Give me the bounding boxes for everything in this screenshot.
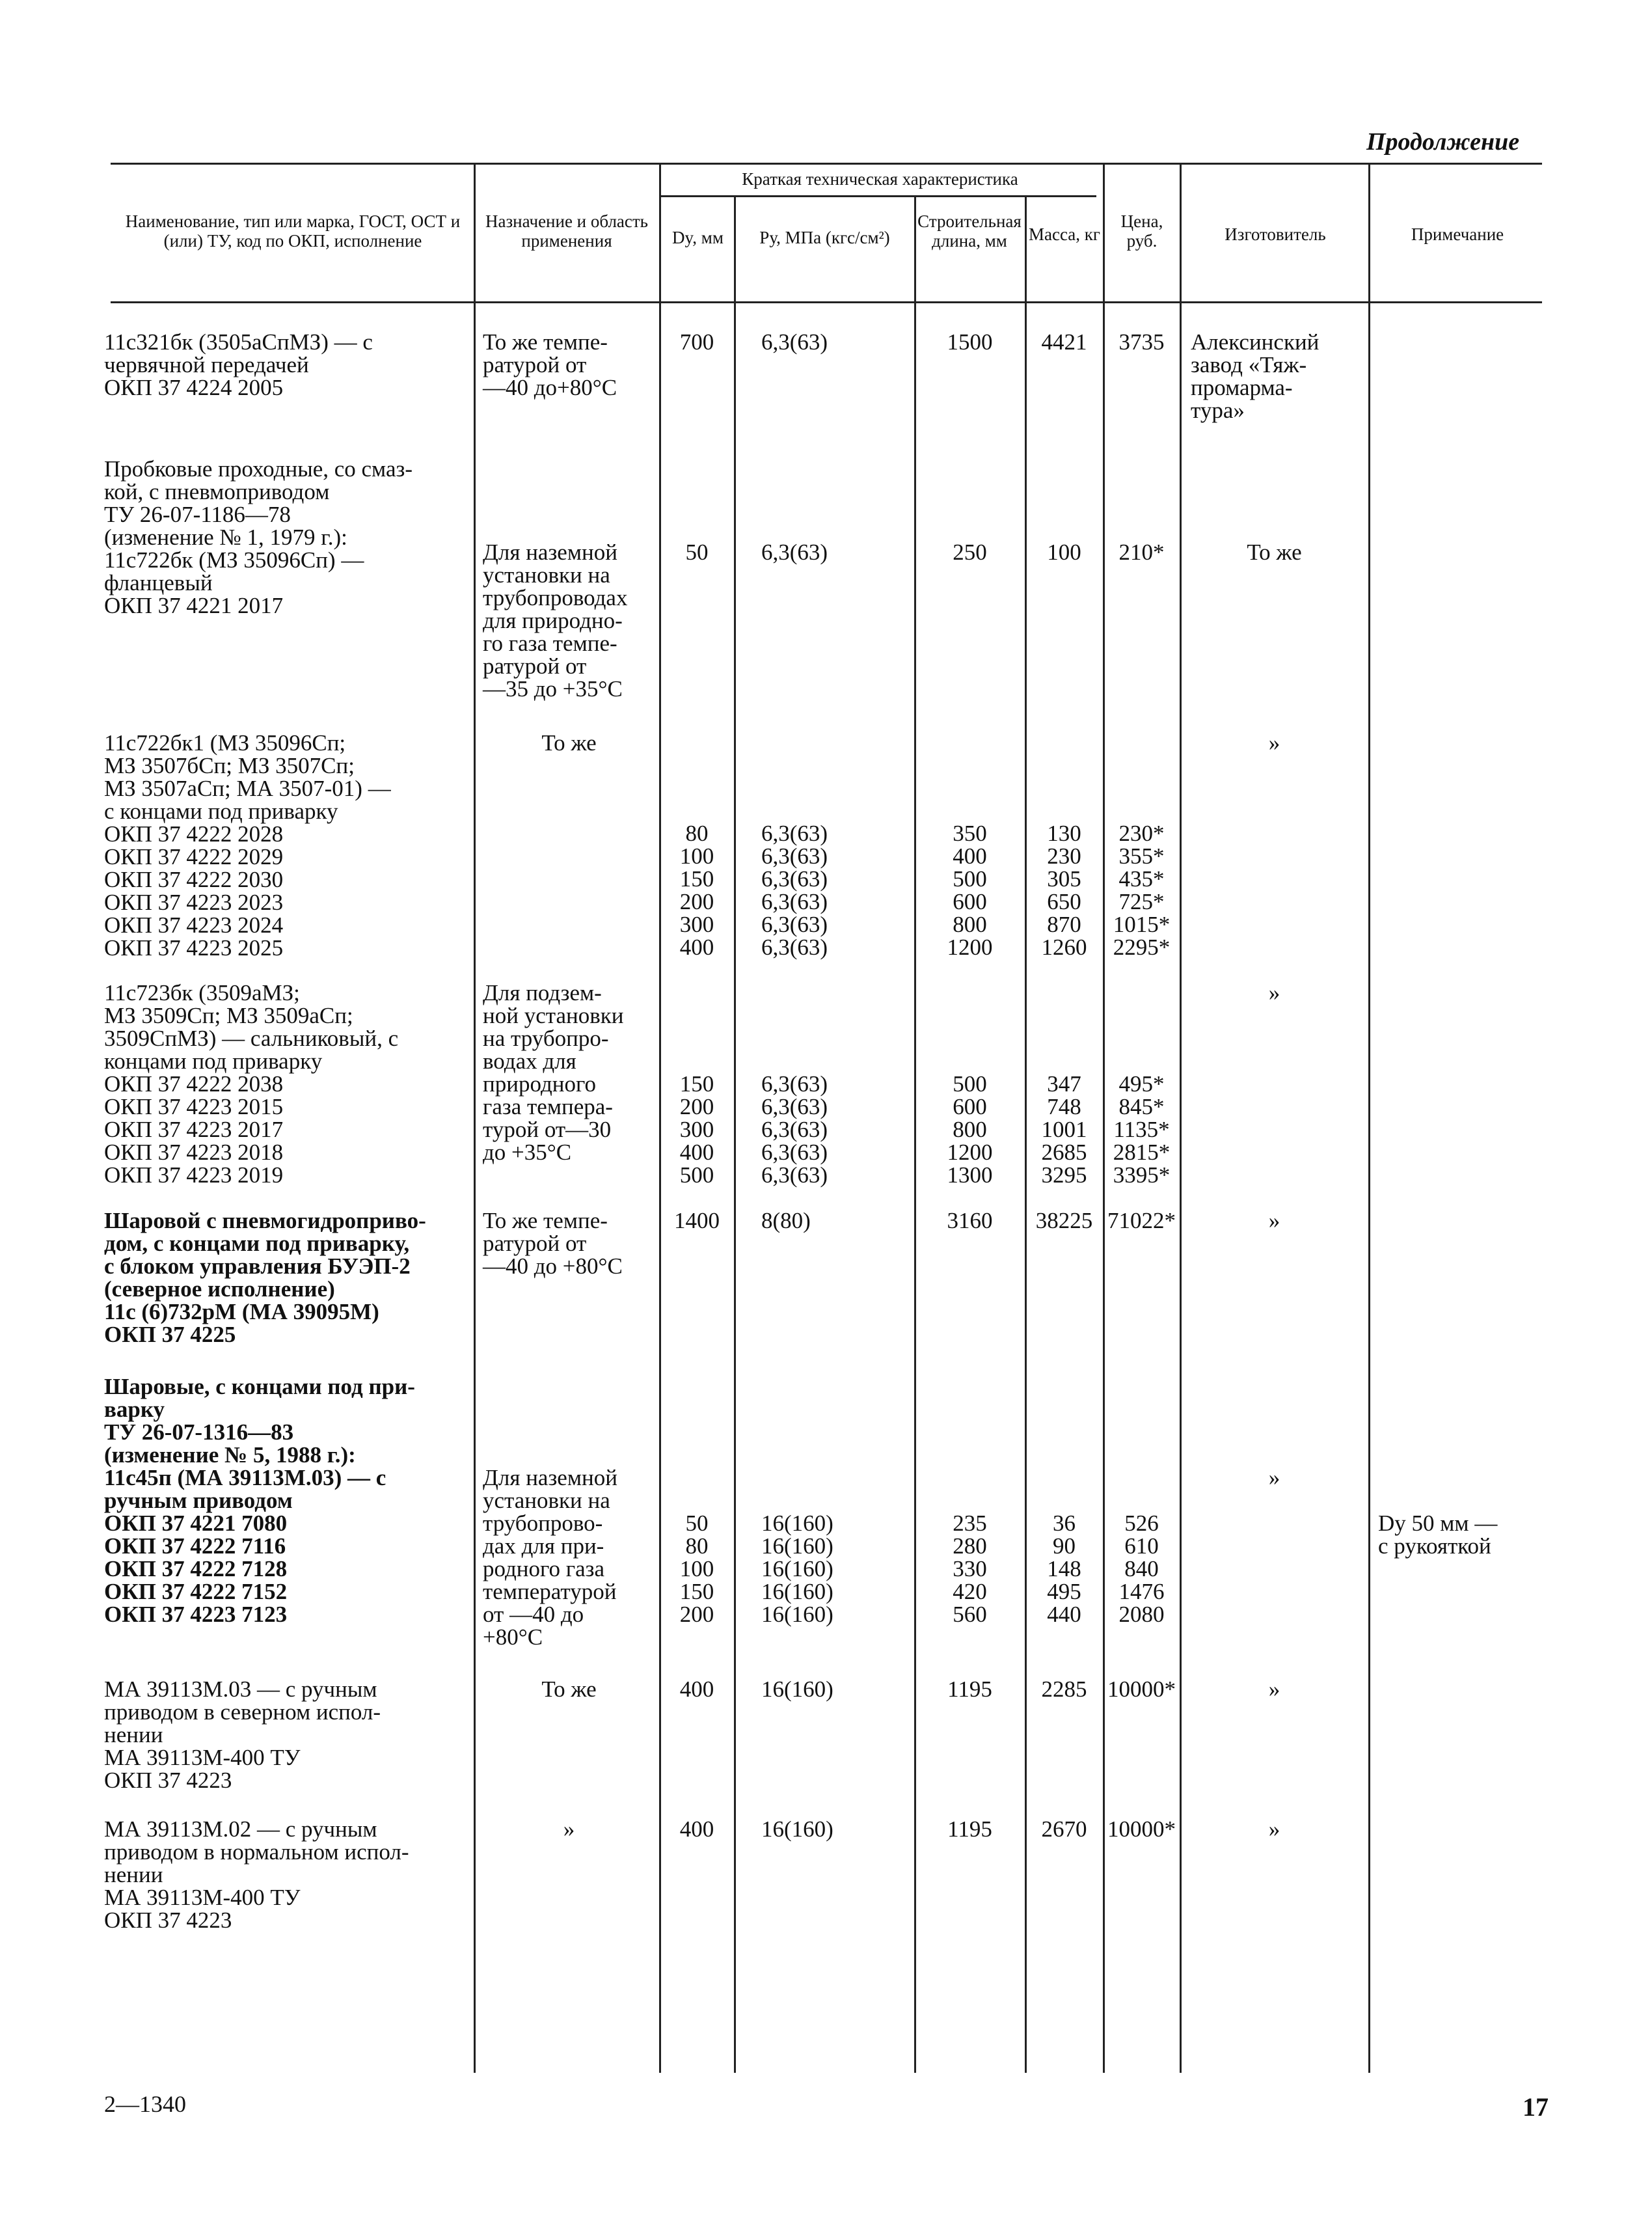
header-py: Pу, МПа (кгс/см²): [759, 228, 890, 247]
row4-dy: 150 200 300 400 500: [679, 1071, 714, 1188]
page-number: 17: [1523, 2092, 1549, 2122]
row3-py: 6,3(63) 6,3(63) 6,3(63) 6,3(63) 6,3(63) 6,3(63): [761, 821, 828, 960]
row7-dy: 400: [679, 1676, 714, 1702]
row3-name: 11с722бк1 (МЗ 35096Сп; МЗ 3507бСп; МЗ 3507Сп; МЗ 3507аСп; МА 3507-01) — с концами под приварку ОКП 37 4222 2028 ОКП 37 4222 2029 ОКП 37 4222 2030 ОКП 37 4223 2023 ОКП 37 4223 2024 ОКП 37 4223 2025: [104, 730, 391, 961]
row1-maker: Алексинский завод «Тяж- промарма- тура»: [1191, 329, 1320, 423]
footer-code: 2—1340: [104, 2091, 186, 2117]
row8-name: МА 39113М.02 — с ручным приводом в нормальном испол- нении МА 39113М-400 ТУ ОКП 37 4223: [104, 1816, 409, 1933]
row8-purpose: »: [563, 1816, 575, 1842]
row2-py: 6,3(63): [761, 540, 828, 565]
row3-price: 230* 355* 435* 725* 1015* 2295*: [1113, 821, 1171, 960]
row4-maker: »: [1268, 980, 1280, 1005]
row2-price: 210*: [1118, 540, 1165, 565]
continued-label: Продолжение: [1366, 128, 1520, 156]
header-name: Наименование, тип или марка, ГОСТ, ОСТ и (или) ТУ, код по ОКП, исполнение: [125, 212, 461, 251]
row3-maker: »: [1268, 730, 1280, 756]
header-length: Строительная длина, мм: [917, 212, 1022, 251]
row4-length: 500 600 800 1200 1300: [947, 1071, 993, 1188]
row3-length: 350 400 500 600 800 1200: [947, 821, 993, 960]
row4-py: 6,3(63) 6,3(63) 6,3(63) 6,3(63) 6,3(63): [761, 1071, 828, 1188]
row1-name: 11с321бк (3505аСпМЗ) — с червячной передачей ОКП 37 4224 2005: [104, 329, 373, 400]
row3-purpose: То же: [541, 730, 597, 756]
row2-maker: То же: [1247, 540, 1302, 565]
row3-dy: 80 100 150 200 300 400: [679, 821, 714, 960]
row1-mass: 4421: [1041, 329, 1087, 355]
row7-length: 1195: [947, 1676, 992, 1702]
header-price: Цена, руб.: [1120, 212, 1163, 251]
row7-price: 10000*: [1107, 1676, 1176, 1702]
row6-mass: 36 90 148 495 440: [1047, 1511, 1081, 1627]
row7-purpose: То же: [541, 1676, 597, 1702]
col-rule-1: [474, 163, 476, 2073]
header-mass: Масса, кг: [1029, 225, 1100, 244]
row4-name: 11с723бк (3509аМЗ; МЗ 3509Сп; МЗ 3509аСп; 3509СпМЗ) — сальниковый, с концами под приварку ОКП 37 4222 2038 ОКП 37 4223 2015 ОКП 37 4223 2017 ОКП 37 4223 2018 ОКП 37 4223 2019: [104, 980, 399, 1188]
header-dy: Dy, мм: [672, 228, 724, 247]
row6-purpose: Для наземной установки на трубопрово- дах для при- родного газа температурой от —40 до +80°С: [483, 1465, 617, 1650]
row2-mass: 100: [1047, 540, 1081, 565]
row8-maker: »: [1268, 1816, 1280, 1842]
row4-mass: 347 748 1001 2685 3295: [1041, 1071, 1087, 1188]
row4-price: 495* 845* 1135* 2815* 3395*: [1113, 1071, 1171, 1188]
header-note: Примечание: [1411, 225, 1504, 244]
col-rule-3: [734, 195, 736, 2073]
row3-mass: 130 230 305 650 870 1260: [1041, 821, 1087, 960]
row1-length: 1500: [947, 329, 993, 355]
row5-price: 71022*: [1107, 1208, 1176, 1233]
row8-py: 16(160): [761, 1816, 833, 1842]
row7-name: МА 39113М.03 — с ручным приводом в северном испол- нении МА 39113М-400 ТУ ОКП 37 4223: [104, 1676, 381, 1793]
row4-purpose: Для подзем- ной установки на трубопро- водах для природного газа темпера- турой от—30 до +35°С: [483, 980, 624, 1165]
row6-price: 526 610 840 1476 2080: [1118, 1511, 1165, 1627]
row1-py: 6,3(63): [761, 329, 828, 355]
tech-group-rule: [659, 195, 1096, 197]
row5-length: 3160: [947, 1208, 993, 1233]
row6-maker: »: [1268, 1465, 1280, 1490]
row6-name: Шаровые, с концами под при- варку ТУ 26-07-1316—83 (изменение № 5, 1988 г.): 11с45п (МА 39113М.03) — с ручным приводом ОКП 37 4221 7080 ОКП 37 4222 7116 ОКП 37 4222 7128 ОКП 37 4222 7152 ОКП 37 4223 7123: [104, 1374, 415, 1627]
header-purpose: Назначение и область применения: [485, 212, 648, 251]
row5-purpose: То же темпе- ратурой от —40 до +80°С: [483, 1208, 623, 1279]
row5-mass: 38225: [1035, 1208, 1093, 1233]
row5-py: 8(80): [761, 1208, 811, 1233]
row6-length: 235 280 330 420 560: [953, 1511, 987, 1627]
table-top-rule: [111, 163, 1542, 165]
row2-purpose: Для наземной установки на трубопроводах для природно- го газа темпе- ратурой от —35 до +35°С: [483, 540, 628, 702]
row7-py: 16(160): [761, 1676, 833, 1702]
row1-purpose: То же темпе- ратурой от —40 до+80°С: [483, 329, 617, 400]
row8-price: 10000*: [1107, 1816, 1176, 1842]
header-bottom-rule: [111, 301, 1542, 303]
row7-maker: »: [1268, 1676, 1280, 1702]
row8-length: 1195: [947, 1816, 992, 1842]
row8-mass: 2670: [1041, 1816, 1087, 1842]
row1-dy: 700: [679, 329, 714, 355]
row2-length: 250: [953, 540, 987, 565]
row2-name: Пробковые проходные, со смаз- кой, с пневмоприводом ТУ 26-07-1186—78 (изменение № 1, 1979 г.): 11с722бк (МЗ 35096Сп) — фланцевый ОКП 37 4221 2017: [104, 456, 413, 618]
row5-dy: 1400: [674, 1208, 720, 1233]
row7-mass: 2285: [1041, 1676, 1087, 1702]
row6-dy: 50 80 100 150 200: [679, 1511, 714, 1627]
row2-dy: 50: [685, 540, 709, 565]
row6-py: 16(160) 16(160) 16(160) 16(160) 16(160): [761, 1511, 833, 1627]
header-maker: Изготовитель: [1225, 225, 1326, 244]
row5-maker: »: [1268, 1208, 1280, 1233]
col-rule-7: [1180, 163, 1182, 2073]
row8-dy: 400: [679, 1816, 714, 1842]
row1-price: 3735: [1118, 329, 1165, 355]
row6-note: Dy 50 мм — с рукояткой: [1378, 1511, 1498, 1559]
header-tech-group: Краткая техническая характеристика: [742, 169, 1018, 189]
row5-name: Шаровой с пневмогидроприво- дом, с концами под приварку, с блоком управления БУЭП-2 (северное исполнение) 11с (6)732рМ (МА 39095М) ОКП 37 4225: [104, 1208, 426, 1347]
col-rule-8: [1368, 163, 1370, 2073]
